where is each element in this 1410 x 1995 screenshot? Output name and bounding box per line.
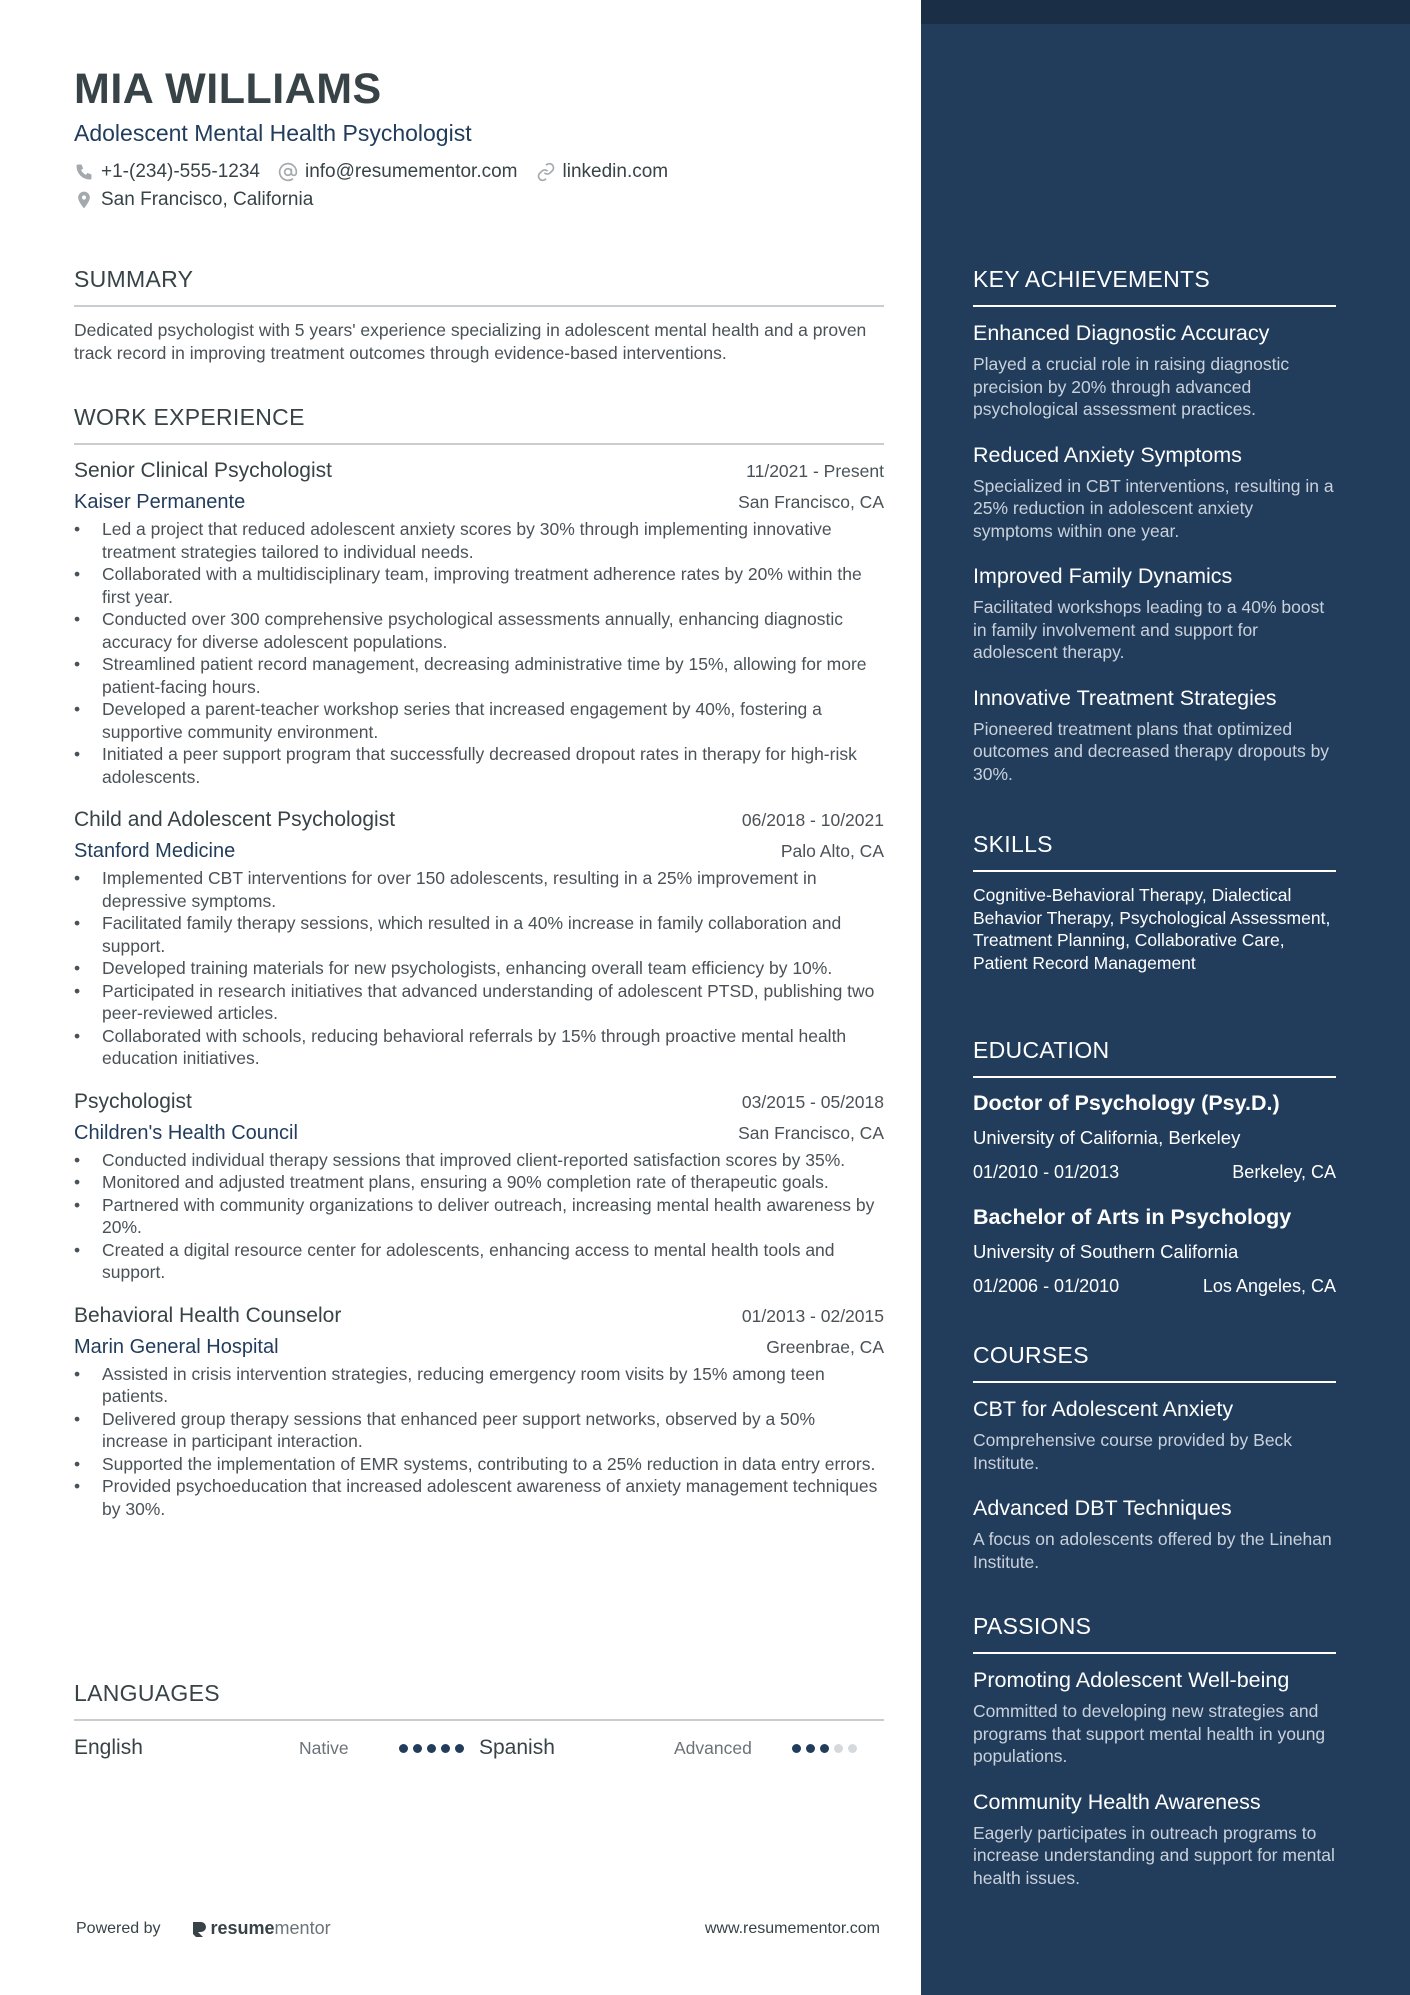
achievement-item (973, 319, 1336, 421)
job-bullet: • Provided psychoeducation that increased adolescent awareness of anxiety management techniques by 30%. (74, 1475, 884, 1520)
job-title: Behavioral Health Counselor (74, 1303, 342, 1327)
language-entry (74, 1736, 479, 1760)
course-item (973, 1494, 1336, 1573)
courses-heading: COURSES (973, 1341, 1336, 1383)
language-rating (792, 1744, 857, 1753)
brand-logo[interactable] (191, 1918, 331, 1939)
achievement-item (973, 684, 1336, 786)
job-bullet: • Partnered with community organizations to deliver outreach, increasing mental health awareness by 20%. (74, 1194, 884, 1239)
job-bullets (74, 867, 884, 1070)
job-entry (74, 808, 884, 1070)
job-title: Psychologist (74, 1089, 192, 1113)
achievement-title: Enhanced Diagnostic Accuracy (973, 321, 1270, 345)
course-desc: Comprehensive course provided by Beck Institute. (973, 1430, 1293, 1473)
job-bullet: • Collaborated with a multidisciplinary team, improving treatment adherence rates by 20% within the first year. (74, 563, 884, 608)
rating-dot (413, 1744, 422, 1753)
key-achievements-heading: KEY ACHIEVEMENTS (973, 265, 1336, 307)
achievement-desc: Facilitated workshops leading to a 40% boost in family involvement and support for adolescent therapy. (973, 597, 1325, 662)
language-name: English (74, 1736, 143, 1759)
brand-bold: resume (210, 1918, 275, 1938)
job-entry (74, 1304, 884, 1521)
powered-by-label: Powered by (76, 1919, 161, 1937)
skills-text: Cognitive-Behavioral Therapy, Dialectical Behavior Therapy, Psychological Assessment, Treatment Planning, Collaborative Care, Patient Record Management (973, 885, 1331, 973)
language-name: Spanish (479, 1736, 555, 1759)
passion-item (973, 1788, 1336, 1890)
footer (76, 1918, 880, 1939)
phone-contact[interactable] (74, 161, 260, 183)
job-company: Children's Health Council (74, 1121, 298, 1144)
powered-by (76, 1918, 331, 1939)
job-dates: 11/2021 - Present (746, 461, 884, 481)
passion-item (973, 1666, 1336, 1768)
summary-section (74, 265, 884, 364)
rating-dot (455, 1744, 464, 1753)
job-bullets (74, 1363, 884, 1521)
job-bullet: • Delivered group therapy sessions that enhanced peer support networks, observed by a 50% increase in participant interaction. (74, 1408, 884, 1453)
job-bullet: • Monitored and adjusted treatment plans, ensuring a 90% completion rate of therapeutic goals. (74, 1171, 884, 1194)
job-bullet: • Developed a parent-teacher workshop series that increased engagement by 40%, fostering a supportive community environment. (74, 698, 884, 743)
summary-text: Dedicated psychologist with 5 years' experience specializing in adolescent mental health and a proven track record in improving treatment outcomes through evidence-based interventions. (74, 320, 867, 363)
course-item (973, 1395, 1336, 1474)
location-contact (74, 189, 313, 211)
work-experience-heading: WORK EXPERIENCE (74, 403, 884, 445)
job-company: Kaiser Permanente (74, 491, 246, 513)
linkedin-text: linkedin.com (562, 161, 669, 182)
rating-dot (820, 1744, 829, 1753)
job-bullet: • Collaborated with schools, reducing behavioral referrals by 15% through proactive mental health education initiatives. (74, 1025, 884, 1070)
achievement-title: Innovative Treatment Strategies (973, 685, 1277, 710)
language-level: Advanced (674, 1737, 752, 1758)
job-bullet: • Facilitated family therapy sessions, which resulted in a 40% increase in family collaboration and support. (74, 912, 884, 957)
location-pin-icon (74, 190, 94, 210)
resumementor-logo-icon (191, 1920, 207, 1938)
job-bullet: • Created a digital resource center for adolescents, enhancing access to mental health tools and support. (74, 1239, 884, 1284)
phone-text: +1-(234)-555-1234 (101, 161, 260, 182)
job-company: Marin General Hospital (74, 1335, 279, 1358)
achievement-item (973, 562, 1336, 664)
education-location: Berkeley, CA (1232, 1162, 1336, 1182)
resume-header (74, 62, 884, 214)
languages-section (74, 1679, 884, 1763)
job-bullet: • Assisted in crisis intervention strategies, reducing emergency room visits by 15% among teen patients. (74, 1363, 884, 1408)
email-contact[interactable] (278, 161, 518, 183)
passion-desc: Committed to developing new strategies and programs that support mental health in young populations. (973, 1701, 1326, 1766)
job-bullet: • Streamlined patient record management, decreasing administrative time by 15%, allowing for more patient-facing hours. (74, 653, 884, 698)
job-bullet: • Developed training materials for new psychologists, enhancing overall team efficiency by 10%. (74, 957, 884, 980)
rating-dot (792, 1744, 801, 1753)
education-degree: Bachelor of Arts in Psychology (973, 1205, 1292, 1229)
contact-info (74, 158, 884, 214)
job-bullets (74, 1149, 884, 1284)
education-school: University of Southern California (973, 1241, 1239, 1262)
education-degree: Doctor of Psychology (Psy.D.) (973, 1091, 1280, 1115)
job-location: San Francisco, CA (738, 492, 884, 512)
job-bullet: • Conducted over 300 comprehensive psychological assessments annually, enhancing diagnostic accuracy for diverse adolescent populations. (74, 608, 884, 653)
education-school: University of California, Berkeley (973, 1127, 1241, 1148)
language-entry (479, 1736, 884, 1760)
achievement-desc: Specialized in CBT interventions, resulting in a 25% reduction in adolescent anxiety symptoms within one year. (973, 475, 1334, 541)
job-entry (74, 1090, 884, 1284)
courses-section (973, 1341, 1336, 1573)
job-location: Greenbrae, CA (766, 1336, 884, 1357)
job-title: Child and Adolescent Psychologist (74, 808, 396, 831)
achievement-title: Improved Family Dynamics (973, 564, 1233, 588)
education-dates: 01/2010 - 01/2013 (973, 1162, 1120, 1182)
job-bullets (74, 518, 884, 788)
job-location: San Francisco, CA (738, 1122, 884, 1143)
job-entry (74, 459, 884, 788)
education-item (973, 1088, 1336, 1184)
passions-heading: PASSIONS (973, 1612, 1336, 1654)
course-title: CBT for Adolescent Anxiety (973, 1397, 1234, 1421)
location-text: San Francisco, California (101, 189, 314, 210)
phone-icon (74, 162, 94, 182)
job-bullet: • Conducted individual therapy sessions that improved client-reported satisfaction scores by 35%. (74, 1149, 884, 1172)
website-link[interactable]: www.resumementor.com (704, 1919, 880, 1937)
achievement-desc: Pioneered treatment plans that optimized outcomes and decreased therapy dropouts by 30%. (973, 718, 1330, 784)
sidebar-top-bar (921, 0, 1410, 24)
rating-dot (806, 1744, 815, 1753)
candidate-name: MIA WILLIAMS (74, 65, 382, 113)
rating-dot (427, 1744, 436, 1753)
summary-heading: SUMMARY (74, 265, 884, 307)
email-text: info@resumementor.com (304, 161, 518, 182)
brand-light: mentor (274, 1918, 331, 1938)
job-dates: 01/2013 - 02/2015 (741, 1305, 884, 1326)
job-bullet: • Led a project that reduced adolescent anxiety scores by 30% through implementing innovative treatment strategies tailored to individual needs. (74, 518, 884, 563)
languages-heading: LANGUAGES (74, 1679, 884, 1721)
skills-heading: SKILLS (973, 830, 1336, 872)
achievement-title: Reduced Anxiety Symptoms (973, 442, 1242, 467)
passion-title: Promoting Adolescent Well-being (973, 1668, 1290, 1692)
skills-section (973, 830, 1336, 974)
job-location: Palo Alto, CA (780, 841, 884, 861)
job-bullet: • Supported the implementation of EMR systems, contributing to a 25% reduction in data entry errors. (74, 1453, 884, 1476)
language-level: Native (299, 1737, 349, 1758)
passions-section (973, 1612, 1336, 1889)
achievement-desc: Played a crucial role in raising diagnostic precision by 20% through advanced psychological assessment practices. (973, 354, 1290, 419)
passion-title: Community Health Awareness (973, 1789, 1261, 1814)
job-dates: 03/2015 - 05/2018 (741, 1091, 884, 1112)
job-company: Stanford Medicine (74, 840, 236, 862)
education-section (973, 1036, 1336, 1298)
work-experience-section (74, 403, 884, 1520)
education-heading: EDUCATION (973, 1036, 1336, 1078)
rating-dot (399, 1744, 408, 1753)
key-achievements-section (973, 265, 1336, 785)
link-icon (536, 162, 556, 182)
course-title: Advanced DBT Techniques (973, 1496, 1232, 1520)
education-location: Los Angeles, CA (1202, 1276, 1336, 1296)
job-title: Senior Clinical Psychologist (74, 459, 332, 482)
language-rating (399, 1744, 464, 1753)
job-bullet: • Implemented CBT interventions for over 150 adolescents, resulting in a 25% improvement in depressive symptoms. (74, 867, 884, 912)
at-icon (278, 162, 298, 182)
job-bullet: • Participated in research initiatives that advanced understanding of adolescent PTSD, publishing two peer-reviewed articles. (74, 980, 884, 1025)
education-dates: 01/2006 - 01/2010 (973, 1276, 1120, 1296)
rating-dot (441, 1744, 450, 1753)
rating-dot (848, 1744, 857, 1753)
rating-dot (834, 1744, 843, 1753)
job-bullet: • Initiated a peer support program that successfully decreased dropout rates in therapy for high-risk adolescents. (74, 743, 884, 788)
candidate-title: Adolescent Mental Health Psychologist (74, 120, 472, 146)
passion-desc: Eagerly participates in outreach programs to increase understanding and support for mental health issues. (973, 1822, 1335, 1888)
education-item (973, 1202, 1336, 1298)
linkedin-contact[interactable] (536, 161, 669, 183)
achievement-item (973, 441, 1336, 543)
job-dates: 06/2018 - 10/2021 (741, 810, 884, 830)
course-desc: A focus on adolescents offered by the Linehan Institute. (973, 1529, 1332, 1572)
